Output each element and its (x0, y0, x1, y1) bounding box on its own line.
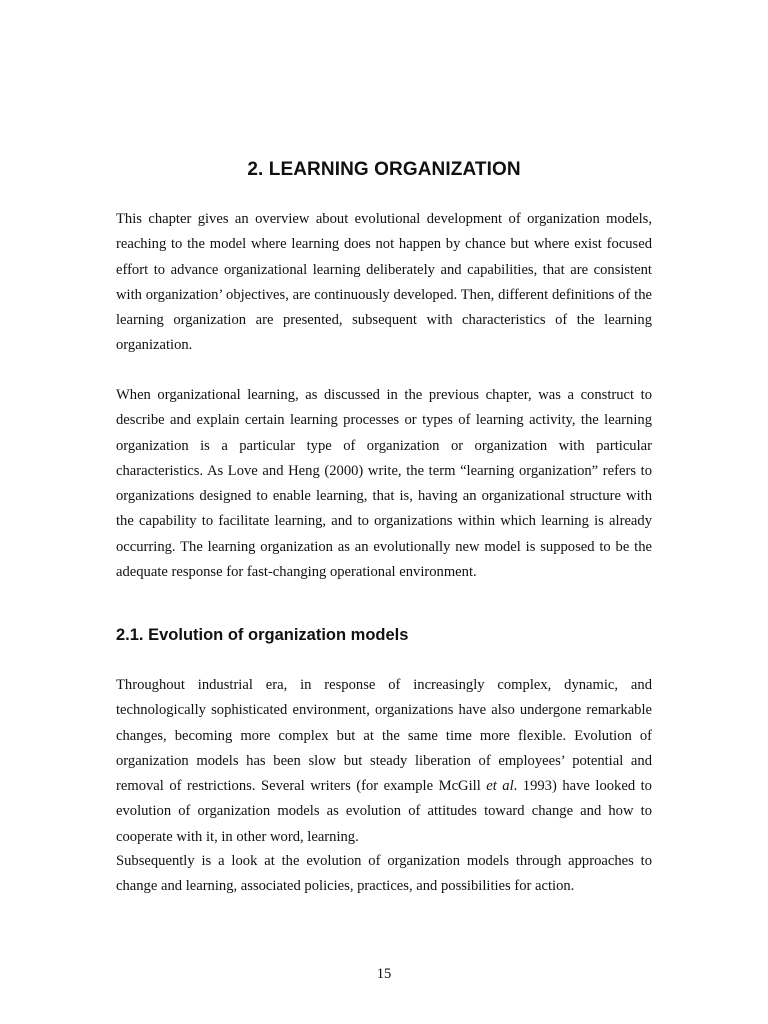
learning-organization-paragraph: When organizational learning, as discussed in the previous chapter, was a construct to describe and explain certain learning processes or types of learning activity, the learning organization is a particular type of organization or organization with particular characteristics. As Love and Heng (2000) write, the term “learning organization” refers to organizations designed to enable learning, that is, having an organizational structure with the capability to facilitate learning, and to organizations within which learning is already occurring. The learning organization as an evolutionally new model is supposed to be the adequate response for fast-changing operational environment. (116, 387, 652, 581)
evolution-paragraph (116, 673, 652, 850)
chapter-title: 2. LEARNING ORGANIZATION (247, 159, 521, 180)
section-heading: 2.1. Evolution of organization models (116, 626, 409, 644)
intro-paragraph: This chapter gives an overview about evolutional development of organization models, reaching to the model where learning does not happen by chance but where exist focused effort to advance organizational learning deliberately and capabilities, that are consistent with organization’ objectives, are continuously developed. Then, different definitions of the learning organization are presented, subsequent with characteristics of the learning organization. (116, 211, 652, 354)
page-number: 15 (376, 966, 392, 982)
evolution-paragraph-text-end: . 1993) have looked to evolution of organization models as evolution of attitudes toward change and how to cooperate with it, in other word, learning. (116, 778, 652, 845)
evolution-paragraph-text-start: Throughout industrial era, in response of increasingly complex, dynamic, and technologically sophisticated environment, organizations have also undergone remarkable changes, becoming more complex but at the same time more flexible. Evolution of organization models has been slow but steady liberation of employees’ potential and removal of restrictions. Several writers (for example McGill (116, 677, 652, 795)
evolution-paragraph-italic: et al (486, 778, 514, 795)
subsequent-paragraph: Subsequently is a look at the evolution of organization models through approaches to change and learning, associated policies, practices, and possibilities for action. (116, 853, 652, 895)
